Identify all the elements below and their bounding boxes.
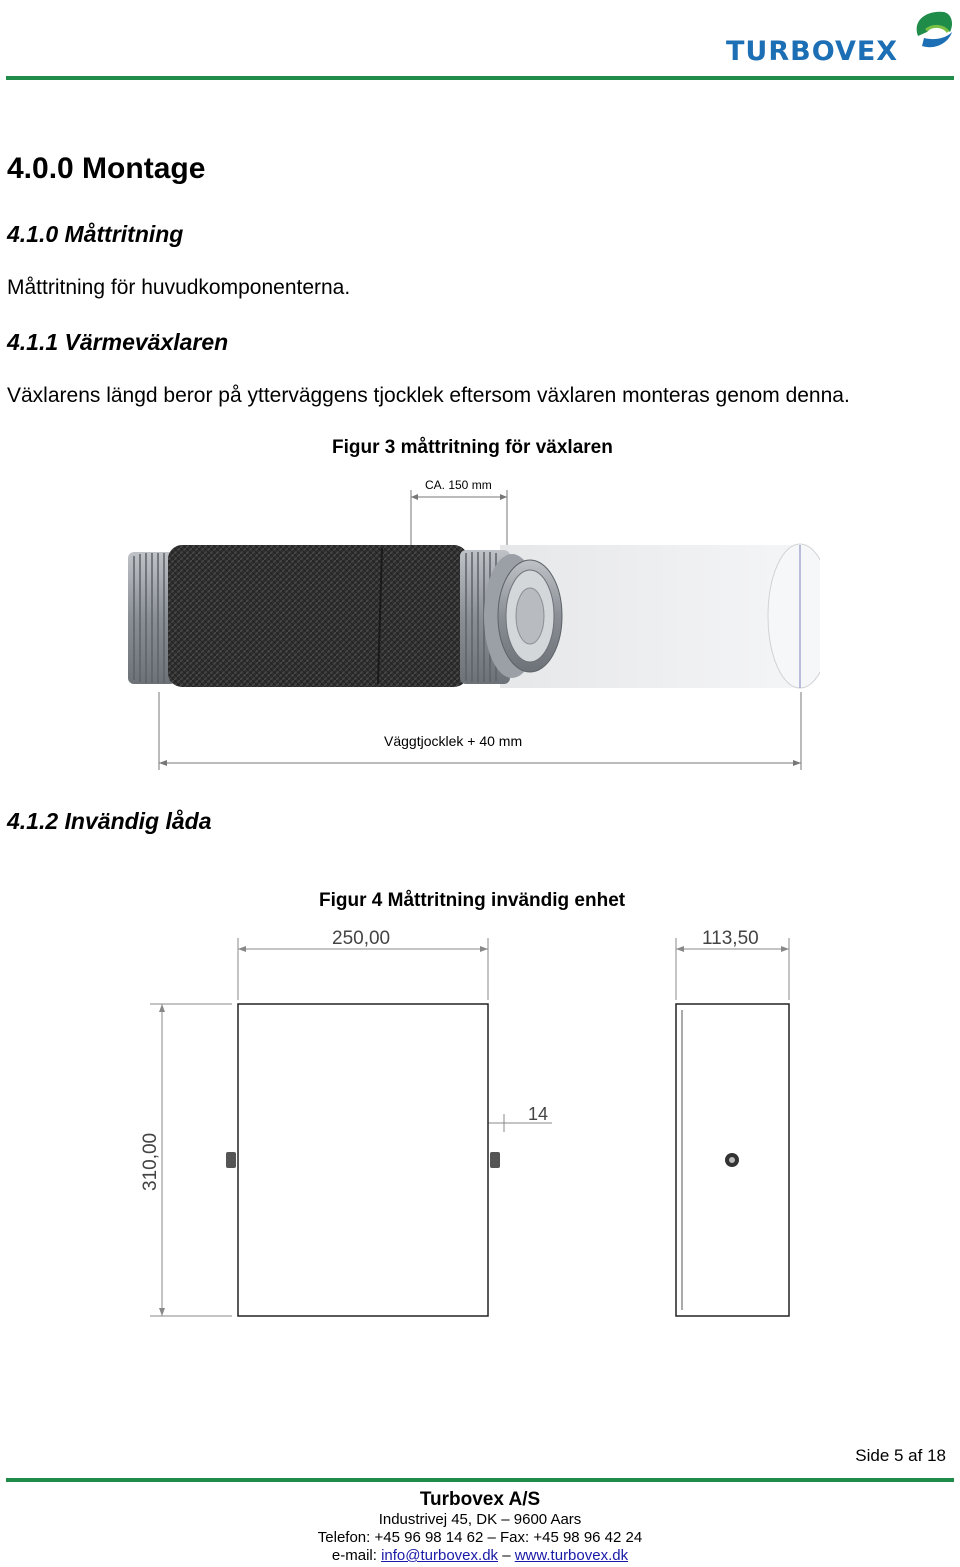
logo-text: TURBOVEX — [726, 36, 899, 67]
figure3-caption: Figur 3 måttritning för växlaren — [332, 437, 613, 458]
header-rule — [6, 76, 954, 80]
figure4-caption: Figur 4 Måttritning invändig enhet — [319, 890, 626, 911]
page-number: Side 5 af 18 — [855, 1446, 946, 1465]
footer-company: Turbovex A/S — [419, 1489, 541, 1510]
varmevaxlaren-text: Växlarens längd beror på ytterväggens tjocklek eftersom växlaren monteras genom denna. — [7, 384, 850, 407]
footer-contact — [0, 1547, 960, 1564]
dim-width-label: 250,00 — [332, 928, 391, 949]
footer-email-label: e-mail: — [331, 1547, 377, 1564]
section-title-varmevaxlaren: 4.1.1 Värmeväxlaren — [7, 329, 229, 355]
dim-small-label: 14 — [528, 1104, 549, 1124]
section-title-invandig-lada: 4.1.2 Invändig låda — [7, 808, 212, 834]
dim-depth-label: 113,50 — [702, 928, 759, 949]
footer-rule — [6, 1478, 954, 1482]
turbovex-logo — [722, 6, 958, 68]
section-title-montage: 4.0.0 Montage — [7, 152, 206, 185]
dim-top-label: CA. 150 mm — [425, 478, 492, 492]
section-title-mattritning: 4.1.0 Måttritning — [7, 221, 184, 247]
right-knob-icon — [490, 1152, 500, 1168]
dim-height-label: 310,00 — [140, 1132, 161, 1191]
dim-bottom-label: Väggtjocklek + 40 mm — [384, 733, 523, 749]
figure3-drawing — [120, 470, 820, 780]
footer-address: Industrivej 45, DK – 9600 Aars — [378, 1511, 582, 1528]
footer-separator: – — [502, 1547, 511, 1564]
figure4-drawing — [120, 918, 820, 1328]
mattritning-intro: Måttritning för huvudkomponenterna. — [7, 276, 351, 299]
footer-website-link[interactable]: www.turbovex.dk — [514, 1547, 629, 1564]
footer-phone: Telefon: +45 96 98 14 62 – Fax: +45 98 96 42 24 — [317, 1529, 643, 1546]
footer-email-link[interactable]: info@turbovex.dk — [381, 1547, 499, 1564]
left-knob-icon — [226, 1152, 236, 1168]
